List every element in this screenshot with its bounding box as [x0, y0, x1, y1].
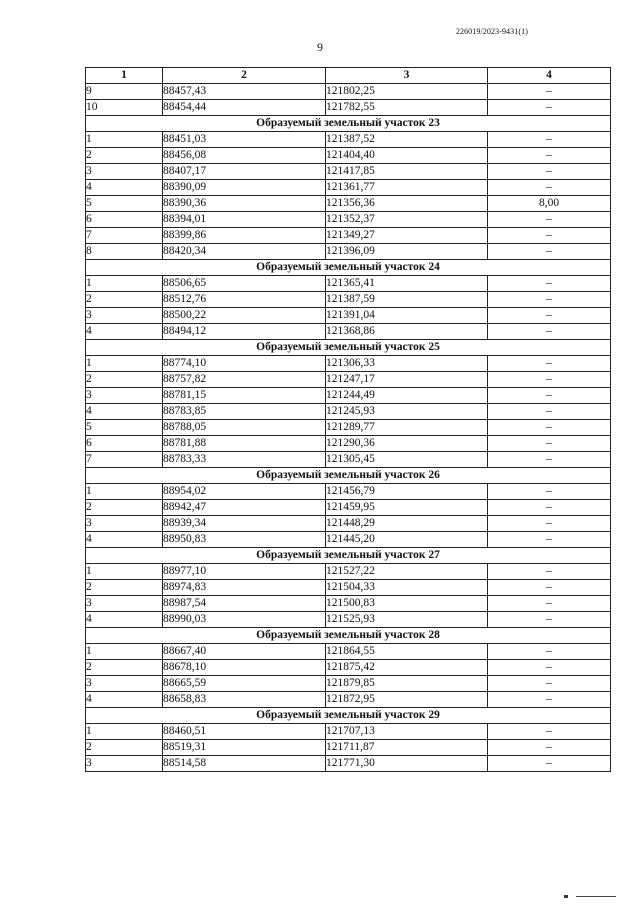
accuracy-value: –: [488, 132, 611, 148]
section-title-row: [86, 116, 611, 132]
y-coordinate: 121396,09: [326, 244, 488, 260]
section-title: Образуемый земельный участок 28: [86, 628, 611, 644]
y-coordinate: 121352,37: [326, 212, 488, 228]
y-coordinate: 121306,33: [326, 356, 488, 372]
accuracy-value: –: [488, 436, 611, 452]
point-number: 3: [86, 388, 163, 404]
point-number: 4: [86, 324, 163, 340]
point-number: 2: [86, 148, 163, 164]
accuracy-value: –: [488, 148, 611, 164]
accuracy-value: –: [488, 276, 611, 292]
y-coordinate: 121500,83: [326, 596, 488, 612]
section-title-row: [86, 468, 611, 484]
point-number: 1: [86, 276, 163, 292]
accuracy-value: –: [488, 660, 611, 676]
accuracy-value: –: [488, 564, 611, 580]
table-row: [86, 644, 611, 660]
point-number: 2: [86, 660, 163, 676]
table-row: [86, 596, 611, 612]
section-title-row: [86, 708, 611, 724]
x-coordinate: 88781,88: [163, 436, 326, 452]
point-number: 1: [86, 484, 163, 500]
point-number: 10: [86, 100, 163, 116]
x-coordinate: 88942,47: [163, 500, 326, 516]
point-number: 7: [86, 228, 163, 244]
point-number: 8: [86, 244, 163, 260]
y-coordinate: 121289,77: [326, 420, 488, 436]
table-row: [86, 756, 611, 772]
x-coordinate: 88451,03: [163, 132, 326, 148]
point-number: 1: [86, 356, 163, 372]
table-row: [86, 676, 611, 692]
y-coordinate: 121356,36: [326, 196, 488, 212]
table-row: [86, 228, 611, 244]
table-row: [86, 612, 611, 628]
table-row: [86, 196, 611, 212]
x-coordinate: 88665,59: [163, 676, 326, 692]
x-coordinate: 88456,08: [163, 148, 326, 164]
table-row: [86, 132, 611, 148]
y-coordinate: 121802,25: [326, 84, 488, 100]
accuracy-value: –: [488, 724, 611, 740]
x-coordinate: 88774,10: [163, 356, 326, 372]
y-coordinate: 121349,27: [326, 228, 488, 244]
x-coordinate: 88667,40: [163, 644, 326, 660]
point-number: 4: [86, 532, 163, 548]
y-coordinate: 121387,52: [326, 132, 488, 148]
point-number: 9: [86, 84, 163, 100]
section-title: Образуемый земельный участок 27: [86, 548, 611, 564]
y-coordinate: 121290,36: [326, 436, 488, 452]
accuracy-value: –: [488, 372, 611, 388]
accuracy-value: –: [488, 164, 611, 180]
accuracy-value: –: [488, 644, 611, 660]
point-number: 2: [86, 500, 163, 516]
table-row: [86, 580, 611, 596]
point-number: 2: [86, 740, 163, 756]
x-coordinate: 88950,83: [163, 532, 326, 548]
point-number: 3: [86, 676, 163, 692]
y-coordinate: 121456,79: [326, 484, 488, 500]
accuracy-value: –: [488, 676, 611, 692]
section-title: Образуемый земельный участок 23: [86, 116, 611, 132]
point-number: 3: [86, 308, 163, 324]
x-coordinate: 88512,76: [163, 292, 326, 308]
accuracy-value: –: [488, 420, 611, 436]
table-row: [86, 292, 611, 308]
header-col-2: 2: [163, 68, 326, 84]
x-coordinate: 88788,05: [163, 420, 326, 436]
table-row: [86, 660, 611, 676]
coordinates-table: [85, 67, 611, 772]
accuracy-value: –: [488, 388, 611, 404]
section-title-row: [86, 628, 611, 644]
accuracy-value: –: [488, 180, 611, 196]
x-coordinate: 88454,44: [163, 100, 326, 116]
x-coordinate: 88506,65: [163, 276, 326, 292]
section-title-row: [86, 340, 611, 356]
x-coordinate: 88500,22: [163, 308, 326, 324]
section-title: Образуемый земельный участок 25: [86, 340, 611, 356]
header-col-3: 3: [326, 68, 488, 84]
table-row: [86, 356, 611, 372]
y-coordinate: 121417,85: [326, 164, 488, 180]
point-number: 4: [86, 612, 163, 628]
x-coordinate: 88399,86: [163, 228, 326, 244]
accuracy-value: –: [488, 516, 611, 532]
x-coordinate: 88757,82: [163, 372, 326, 388]
table-row: [86, 276, 611, 292]
table-row: [86, 452, 611, 468]
point-number: 5: [86, 196, 163, 212]
y-coordinate: 121244,49: [326, 388, 488, 404]
x-coordinate: 88990,03: [163, 612, 326, 628]
document-number: 226019/2023-9431(1): [455, 27, 528, 36]
table-row: [86, 100, 611, 116]
y-coordinate: 121305,45: [326, 452, 488, 468]
x-coordinate: 88390,09: [163, 180, 326, 196]
section-title: Образуемый земельный участок 26: [86, 468, 611, 484]
x-coordinate: 88658,83: [163, 692, 326, 708]
accuracy-value: –: [488, 484, 611, 500]
x-coordinate: 88457,43: [163, 84, 326, 100]
section-title-row: [86, 260, 611, 276]
y-coordinate: 121361,77: [326, 180, 488, 196]
x-coordinate: 88977,10: [163, 564, 326, 580]
y-coordinate: 121875,42: [326, 660, 488, 676]
y-coordinate: 121872,95: [326, 692, 488, 708]
y-coordinate: 121245,93: [326, 404, 488, 420]
y-coordinate: 121504,33: [326, 580, 488, 596]
y-coordinate: 121525,93: [326, 612, 488, 628]
point-number: 1: [86, 132, 163, 148]
accuracy-value: –: [488, 308, 611, 324]
page-number: 9: [317, 40, 323, 54]
point-number: 4: [86, 180, 163, 196]
accuracy-value: –: [488, 692, 611, 708]
accuracy-value: –: [488, 244, 611, 260]
y-coordinate: 121782,55: [326, 100, 488, 116]
x-coordinate: 88783,85: [163, 404, 326, 420]
x-coordinate: 88939,34: [163, 516, 326, 532]
section-title: Образуемый земельный участок 29: [86, 708, 611, 724]
table-row: [86, 244, 611, 260]
point-number: 1: [86, 644, 163, 660]
section-title: Образуемый земельный участок 24: [86, 260, 611, 276]
x-coordinate: 88420,34: [163, 244, 326, 260]
accuracy-value: –: [488, 84, 611, 100]
accuracy-value: –: [488, 212, 611, 228]
point-number: 6: [86, 436, 163, 452]
table-row: [86, 420, 611, 436]
accuracy-value: –: [488, 356, 611, 372]
accuracy-value: –: [488, 228, 611, 244]
table-row: [86, 212, 611, 228]
header-col-4: 4: [488, 68, 611, 84]
accuracy-value: –: [488, 612, 611, 628]
table-row: [86, 308, 611, 324]
section-title-row: [86, 548, 611, 564]
y-coordinate: 121391,04: [326, 308, 488, 324]
x-coordinate: 88514,58: [163, 756, 326, 772]
table-row: [86, 724, 611, 740]
point-number: 3: [86, 596, 163, 612]
x-coordinate: 88974,83: [163, 580, 326, 596]
accuracy-value: –: [488, 100, 611, 116]
table-row: [86, 148, 611, 164]
header-col-1: 1: [86, 68, 163, 84]
accuracy-value: –: [488, 580, 611, 596]
table-row: [86, 532, 611, 548]
accuracy-value: –: [488, 500, 611, 516]
table-row: [86, 484, 611, 500]
table-row: [86, 180, 611, 196]
y-coordinate: 121864,55: [326, 644, 488, 660]
point-number: 7: [86, 452, 163, 468]
point-number: 3: [86, 164, 163, 180]
x-coordinate: 88519,31: [163, 740, 326, 756]
x-coordinate: 88987,54: [163, 596, 326, 612]
x-coordinate: 88783,33: [163, 452, 326, 468]
accuracy-value: –: [488, 532, 611, 548]
table-row: [86, 516, 611, 532]
x-coordinate: 88494,12: [163, 324, 326, 340]
table-row: [86, 404, 611, 420]
accuracy-value: –: [488, 740, 611, 756]
accuracy-value: –: [488, 404, 611, 420]
accuracy-value: –: [488, 452, 611, 468]
y-coordinate: 121527,22: [326, 564, 488, 580]
y-coordinate: 121448,29: [326, 516, 488, 532]
point-number: 4: [86, 404, 163, 420]
y-coordinate: 121459,95: [326, 500, 488, 516]
accuracy-value: –: [488, 324, 611, 340]
x-coordinate: 88390,36: [163, 196, 326, 212]
table-row: [86, 84, 611, 100]
accuracy-value: 8,00: [488, 196, 611, 212]
table-header-row: [86, 68, 611, 84]
x-coordinate: 88781,15: [163, 388, 326, 404]
point-number: 2: [86, 292, 163, 308]
table-row: [86, 564, 611, 580]
table-row: [86, 500, 611, 516]
x-coordinate: 88954,02: [163, 484, 326, 500]
point-number: 1: [86, 724, 163, 740]
x-coordinate: 88407,17: [163, 164, 326, 180]
point-number: 5: [86, 420, 163, 436]
point-number: 2: [86, 580, 163, 596]
point-number: 6: [86, 212, 163, 228]
table-row: [86, 388, 611, 404]
table-row: [86, 372, 611, 388]
table-row: [86, 324, 611, 340]
table-row: [86, 436, 611, 452]
point-number: 3: [86, 516, 163, 532]
x-coordinate: 88678,10: [163, 660, 326, 676]
y-coordinate: 121368,86: [326, 324, 488, 340]
accuracy-value: –: [488, 292, 611, 308]
y-coordinate: 121365,41: [326, 276, 488, 292]
table-row: [86, 692, 611, 708]
point-number: 3: [86, 756, 163, 772]
y-coordinate: 121879,85: [326, 676, 488, 692]
accuracy-value: –: [488, 756, 611, 772]
y-coordinate: 121247,17: [326, 372, 488, 388]
table-body: [86, 84, 611, 772]
point-number: 2: [86, 372, 163, 388]
y-coordinate: 121711,87: [326, 740, 488, 756]
page-edge-mark: [576, 896, 616, 900]
table-row: [86, 740, 611, 756]
accuracy-value: –: [488, 596, 611, 612]
y-coordinate: 121707,13: [326, 724, 488, 740]
y-coordinate: 121771,30: [326, 756, 488, 772]
point-number: 1: [86, 564, 163, 580]
y-coordinate: 121445,20: [326, 532, 488, 548]
x-coordinate: 88460,51: [163, 724, 326, 740]
y-coordinate: 121404,40: [326, 148, 488, 164]
y-coordinate: 121387,59: [326, 292, 488, 308]
x-coordinate: 88394,01: [163, 212, 326, 228]
point-number: 4: [86, 692, 163, 708]
table-row: [86, 164, 611, 180]
